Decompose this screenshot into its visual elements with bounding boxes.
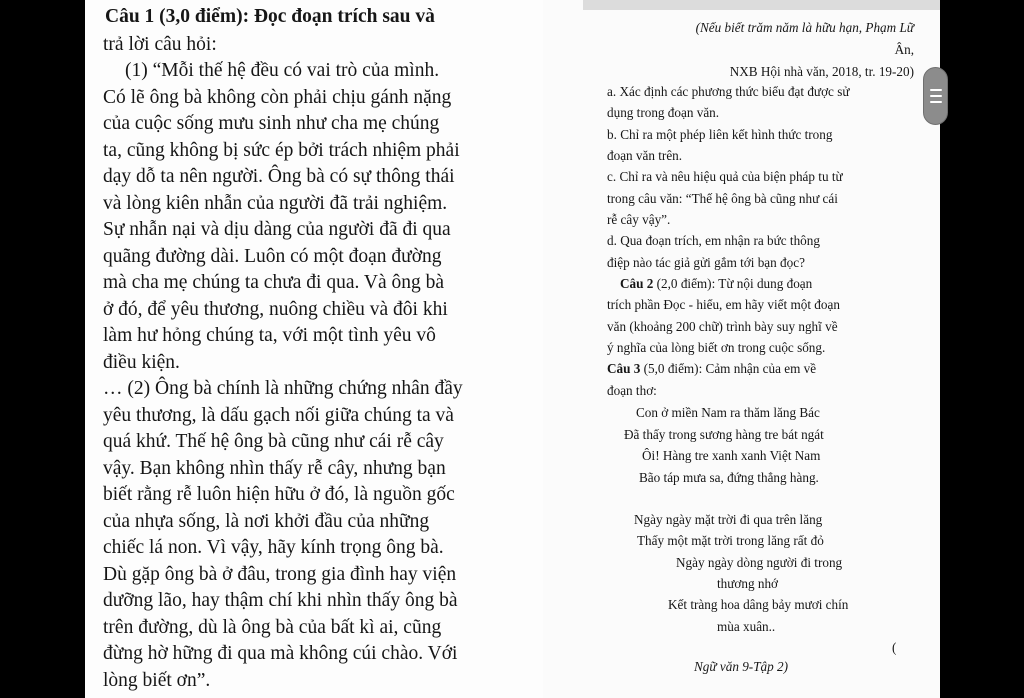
text-line: Sự nhẫn nại và dịu dàng của người đã đi qua — [103, 219, 451, 240]
text-line: đoạn văn trên. — [607, 148, 683, 163]
question-3-heading: Câu 3 (5,0 điểm): Cảm nhận của em về — [607, 361, 817, 376]
poem-line: Ôi! Hàng tre xanh xanh Việt Nam — [642, 448, 821, 463]
text-line: trả lời câu hỏi: — [103, 34, 217, 55]
text-line: dưỡng lão, hay thậm chí khi nhìn thấy ông bà — [103, 590, 458, 611]
text-line: mà cha mẹ chúng ta chưa đi qua. Và ông bà — [103, 272, 445, 293]
text-line: dạy dỗ ta nên người. Ông bà có sự thông thái — [103, 166, 455, 187]
poem-line: Bão táp mưa sa, đứng thẳng hàng. — [639, 470, 819, 485]
text-line: ở đó, để yêu thương, nuông chiều và đôi khi — [103, 299, 448, 320]
source-citation: NXB Hội nhà văn, 2018, tr. 19-20) — [729, 64, 914, 79]
poem-line: mùa xuân.. — [717, 619, 776, 634]
text-line: quãng đường dài. Luôn có một đoạn đường — [103, 246, 442, 267]
text-line: điều kiện. — [103, 352, 180, 373]
text-line: và lòng kiên nhẫn của người đã trải nghiệm. — [103, 193, 448, 214]
text-line: của nhựa sống, là nơi khởi đầu của những — [103, 511, 430, 532]
poem-line: Kết tràng hoa dâng bảy mươi chín — [668, 597, 849, 612]
text-line: rễ cây vậy”. — [607, 212, 671, 227]
question-item: d. Qua đoạn trích, em nhận ra bức thông — [607, 233, 820, 248]
question-item: b. Chỉ ra một phép liên kết hình thức trong — [607, 127, 833, 142]
drag-handle-icon[interactable] — [923, 67, 948, 125]
text-line: trên đường, dù là ông bà của bất kì ai, cũng — [103, 617, 442, 638]
text-line: lòng biết ơn”. — [103, 670, 211, 691]
poem-line: Đã thấy trong sương hàng tre bát ngát — [624, 427, 824, 442]
poem-line: Ngày ngày dòng người đi trong — [676, 555, 843, 570]
text-line: làm hư hỏng chúng ta, với một tình yêu vô — [103, 325, 436, 346]
text-line: yêu thương, là dấu gạch nối giữa chúng ta và — [103, 405, 454, 426]
cropped-header-strip — [583, 0, 940, 10]
question-item: c. Chỉ ra và nêu hiệu quả của biện pháp tu từ — [607, 169, 843, 184]
poem-line: Ngày ngày mặt trời đi qua trên lăng — [634, 512, 823, 527]
text-line: ý nghĩa của lòng biết ơn trong cuộc sống. — [607, 340, 826, 355]
text-line: đừng hờ hững đi qua mà không cúi chào. Với — [103, 643, 458, 664]
text-line: văn (khoảng 200 chữ) trình bày suy nghĩ về — [607, 319, 838, 334]
text-line: dụng trong đoạn văn. — [607, 105, 720, 120]
text-line: trong câu văn: “Thế hệ ông bà cũng như cái — [607, 191, 838, 206]
text-line: vậy. Bạn không nhìn thấy rễ cây, nhưng bạn — [103, 458, 446, 479]
question-2-heading: Câu 2 (2,0 điểm): Từ nội dung đoạn — [620, 276, 813, 291]
poem-source: Ngữ văn 9-Tập 2) — [694, 659, 789, 674]
text-line: của cuộc sống mưu sinh như cha mẹ chúng — [103, 113, 440, 134]
text-line: chiếc lá non. Vì vậy, hãy kính trọng ông bà. — [103, 537, 444, 558]
question-item: a. Xác định các phương thức biểu đạt được sử — [607, 84, 850, 99]
source-citation: (Nếu biết trăm năm là hữu hạn, Phạm Lữ — [695, 20, 914, 35]
text-line: đoạn thơ: — [607, 383, 657, 398]
source-citation: Ân, — [894, 42, 914, 57]
text-line: Có lẽ ông bà không còn phải chịu gánh nặng — [103, 87, 452, 108]
text-line: Dù gặp ông bà ở đâu, trong gia đình hay viện — [103, 564, 457, 585]
text-line: trích phần Đọc - hiểu, em hãy viết một đoạn — [607, 297, 840, 312]
text-line: … (2) Ông bà chính là những chứng nhân đầy — [103, 378, 463, 399]
text-line: ta, cũng không bị sức ép bởi trách nhiệm phải — [103, 140, 460, 161]
text-line: ( — [892, 640, 897, 655]
text-line: quá khứ. Thế hệ ông bà cũng như cái rễ cây — [103, 431, 444, 452]
text-line: biết rằng rễ luôn hiện hữu ở đó, là nguồn gốc — [103, 484, 455, 505]
poem-line: thương nhớ — [717, 576, 779, 591]
question-1-heading: Câu 1 (3,0 điểm): Đọc đoạn trích sau và — [105, 6, 435, 27]
poem-line: Con ở miền Nam ra thăm lăng Bác — [636, 405, 820, 420]
text-line: điệp nào tác giả gửi gắm tới bạn đọc? — [607, 255, 805, 270]
poem-line: Thấy một mặt trời trong lăng rất đỏ — [637, 533, 824, 548]
text-line: (1) “Mỗi thế hệ đều có vai trò của mình. — [125, 60, 440, 81]
